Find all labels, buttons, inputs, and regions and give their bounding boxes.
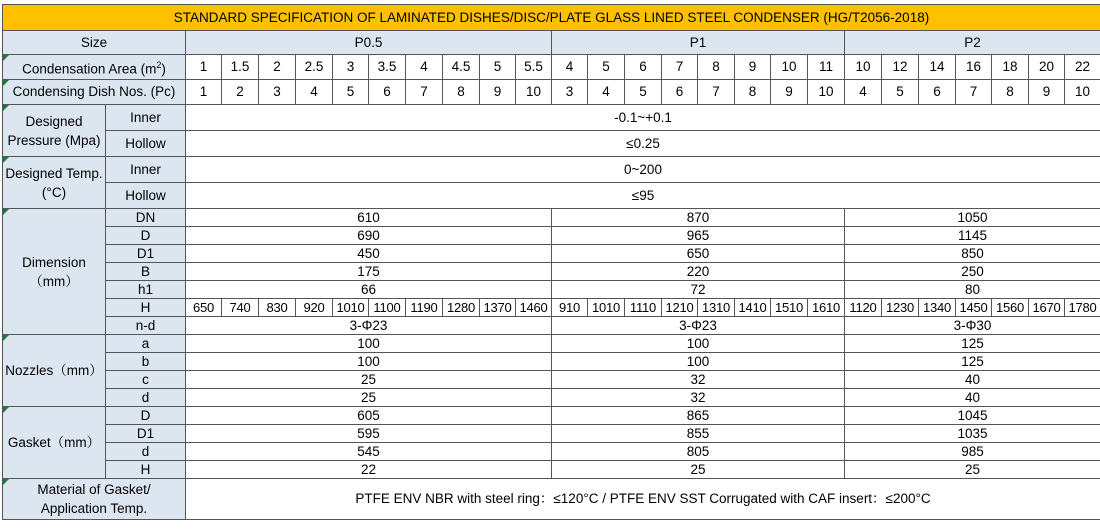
nozzle-value: 100 [552, 335, 845, 353]
gasket-value: 1035 [845, 425, 1100, 443]
nozzle-value: 125 [845, 335, 1100, 353]
gasket-value: 1045 [845, 407, 1100, 425]
pressure-hollow-value: ≤0.25 [186, 131, 1100, 157]
nozzle-value: 40 [845, 389, 1100, 407]
dish-value: 9 [480, 80, 516, 105]
nozzle-value: 32 [552, 389, 845, 407]
dish-value: 4 [845, 80, 882, 105]
dimension-h-value: 1670 [1029, 299, 1065, 317]
dimension-row-label: h1 [106, 281, 186, 299]
dimension-value: 850 [845, 245, 1100, 263]
gasket-value: 855 [552, 425, 845, 443]
nozzle-row-label: b [106, 353, 186, 371]
size-label: Size [3, 31, 186, 55]
area-value: 7 [662, 55, 698, 80]
temp-hollow-value: ≤95 [186, 183, 1100, 209]
dimension-row-label: D [106, 227, 186, 245]
gasket-row-label: D [106, 407, 186, 425]
dimension-label [3, 209, 106, 335]
area-value: 2.5 [296, 55, 333, 80]
pressure-label: Designed Pressure (Mpa) [3, 105, 106, 157]
dish-value: 7 [406, 80, 443, 105]
area-value: 20 [1029, 55, 1065, 80]
pressure-inner-value: -0.1~+0.1 [186, 105, 1100, 131]
nozzle-value: 25 [186, 389, 552, 407]
dimension-h-value: 740 [222, 299, 259, 317]
gasket-value: 545 [186, 443, 552, 461]
area-label-text: Condensation Area (m [22, 61, 157, 77]
dimension-h-label: H [106, 299, 186, 317]
gasket-row-label: H [106, 461, 186, 479]
dish-value: 6 [369, 80, 406, 105]
dish-value: 4 [296, 80, 333, 105]
dimension-value: 1145 [845, 227, 1100, 245]
dimension-h-value: 1370 [480, 299, 516, 317]
dish-value: 1 [186, 80, 222, 105]
dimension-label-line2: （mm） [29, 273, 79, 289]
area-value: 1 [186, 55, 222, 80]
area-value: 9 [735, 55, 771, 80]
area-value: 5 [588, 55, 625, 80]
dimension-value: 250 [845, 263, 1100, 281]
dimension-row-label: B [106, 263, 186, 281]
dish-value: 5 [882, 80, 919, 105]
area-value: 12 [882, 55, 919, 80]
dimension-value: 66 [186, 281, 552, 299]
dimension-h-value: 1780 [1065, 299, 1100, 317]
dimension-value: 80 [845, 281, 1100, 299]
dish-value: 8 [443, 80, 480, 105]
dish-value: 6 [919, 80, 956, 105]
dimension-h-value: 1510 [771, 299, 808, 317]
dimension-row-label: DN [106, 209, 186, 227]
temp-hollow-label: Hollow [106, 183, 186, 209]
dimension-h-value: 910 [552, 299, 588, 317]
dimension-h-value: 830 [259, 299, 296, 317]
dimension-h-value: 1340 [919, 299, 956, 317]
dimension-nd-value: 3-Φ23 [552, 317, 845, 335]
area-value: 5 [480, 55, 516, 80]
size-group-p2: P2 [845, 31, 1100, 55]
pressure-inner-label: Inner [106, 105, 186, 131]
dimension-value: 72 [552, 281, 845, 299]
dish-value: 3 [552, 80, 588, 105]
pressure-hollow-label: Hollow [106, 131, 186, 157]
dish-value: 10 [808, 80, 845, 105]
dimension-h-value: 1280 [443, 299, 480, 317]
nozzle-row-label: d [106, 389, 186, 407]
nozzle-row-label: a [106, 335, 186, 353]
temp-inner-label: Inner [106, 157, 186, 183]
dimension-nd-label: n-d [106, 317, 186, 335]
dimension-h-value: 1120 [845, 299, 882, 317]
size-group-p1: P1 [552, 31, 845, 55]
dish-value: 8 [992, 80, 1029, 105]
nozzle-value: 100 [186, 353, 552, 371]
nozzle-value: 100 [186, 335, 552, 353]
dish-value: 10 [1065, 80, 1100, 105]
temp-label: Designed Temp.(°C) [3, 157, 106, 209]
dimension-h-value: 1190 [406, 299, 443, 317]
area-value: 16 [956, 55, 992, 80]
dimension-nd-value: 3-Φ30 [845, 317, 1100, 335]
dimension-h-value: 1010 [333, 299, 369, 317]
dimension-h-value: 1610 [808, 299, 845, 317]
dimension-h-value: 1560 [992, 299, 1029, 317]
dimension-value: 450 [186, 245, 552, 263]
dish-value: 3 [259, 80, 296, 105]
temp-inner-value: 0~200 [186, 157, 1100, 183]
dimension-value: 690 [186, 227, 552, 245]
gasket-value: 595 [186, 425, 552, 443]
gasket-value: 22 [186, 461, 552, 479]
nozzle-value: 25 [186, 371, 552, 389]
area-value: 4 [552, 55, 588, 80]
area-value: 18 [992, 55, 1029, 80]
area-value: 1.5 [222, 55, 259, 80]
dish-value: 6 [662, 80, 698, 105]
material-value: PTFE ENV NBR with steel ring：≤120°C / PTFE ENV SST Corrugated with CAF insert：≤200°C [186, 479, 1100, 520]
area-value: 4.5 [443, 55, 480, 80]
dimension-h-value: 1450 [956, 299, 992, 317]
dish-value: 7 [698, 80, 735, 105]
dimension-value: 1050 [845, 209, 1100, 227]
area-label-end: ) [161, 61, 166, 77]
dimension-value: 220 [552, 263, 845, 281]
dimension-value: 610 [186, 209, 552, 227]
area-value: 4 [406, 55, 443, 80]
dimension-row-label: D1 [106, 245, 186, 263]
condensation-area-label [3, 55, 186, 80]
dimension-value: 175 [186, 263, 552, 281]
area-label-sup: 2 [156, 59, 162, 70]
area-value: 10 [845, 55, 882, 80]
dish-value: 5 [625, 80, 662, 105]
nozzle-value: 32 [552, 371, 845, 389]
dimension-h-value: 650 [186, 299, 222, 317]
dimension-h-value: 1230 [882, 299, 919, 317]
gasket-value: 605 [186, 407, 552, 425]
gasket-value: 865 [552, 407, 845, 425]
dimension-h-value: 920 [296, 299, 333, 317]
dish-value: 8 [735, 80, 771, 105]
area-value: 3 [333, 55, 369, 80]
dish-value: 5 [333, 80, 369, 105]
area-value: 6 [625, 55, 662, 80]
dish-value: 9 [1029, 80, 1065, 105]
dimension-h-value: 1010 [588, 299, 625, 317]
nozzle-value: 125 [845, 353, 1100, 371]
nozzles-label: Nozzles（mm） [3, 335, 106, 407]
dimension-value: 870 [552, 209, 845, 227]
area-value: 14 [919, 55, 956, 80]
gasket-value: 25 [552, 461, 845, 479]
gasket-value: 985 [845, 443, 1100, 461]
dimension-value: 650 [552, 245, 845, 263]
dish-value: 7 [956, 80, 992, 105]
gasket-value: 25 [845, 461, 1100, 479]
gasket-row-label: d [106, 443, 186, 461]
table-title: STANDARD SPECIFICATION OF LAMINATED DISHES/DISC/PLATE GLASS LINED STEEL CONDENSER (HG/T2056-2018) [3, 5, 1100, 31]
area-value: 22 [1065, 55, 1100, 80]
gasket-value: 805 [552, 443, 845, 461]
gasket-label: Gasket（mm） [3, 407, 106, 479]
dish-nos-label: Condensing Dish Nos. (Pc) [3, 80, 186, 105]
material-label: Material of Gasket/ Application Temp. [3, 479, 186, 520]
dish-value: 9 [771, 80, 808, 105]
area-value: 5.5 [516, 55, 552, 80]
area-value: 11 [808, 55, 845, 80]
dimension-h-value: 1110 [625, 299, 662, 317]
nozzle-row-label: c [106, 371, 186, 389]
size-group-p05: P0.5 [186, 31, 552, 55]
specification-table [2, 4, 1100, 520]
area-value: 8 [698, 55, 735, 80]
dish-value: 10 [516, 80, 552, 105]
nozzle-value: 40 [845, 371, 1100, 389]
dimension-h-value: 1310 [698, 299, 735, 317]
dimension-h-value: 1410 [735, 299, 771, 317]
dimension-h-value: 1460 [516, 299, 552, 317]
dimension-nd-value: 3-Φ23 [186, 317, 552, 335]
nozzle-value: 100 [552, 353, 845, 371]
dimension-value: 965 [552, 227, 845, 245]
area-value: 3.5 [369, 55, 406, 80]
dimension-h-value: 1100 [369, 299, 406, 317]
area-value: 10 [771, 55, 808, 80]
dimension-h-value: 1210 [662, 299, 698, 317]
dimension-label-line1: Dimension [22, 254, 86, 270]
gasket-row-label: D1 [106, 425, 186, 443]
dish-value: 2 [222, 80, 259, 105]
area-value: 2 [259, 55, 296, 80]
dish-value: 4 [588, 80, 625, 105]
